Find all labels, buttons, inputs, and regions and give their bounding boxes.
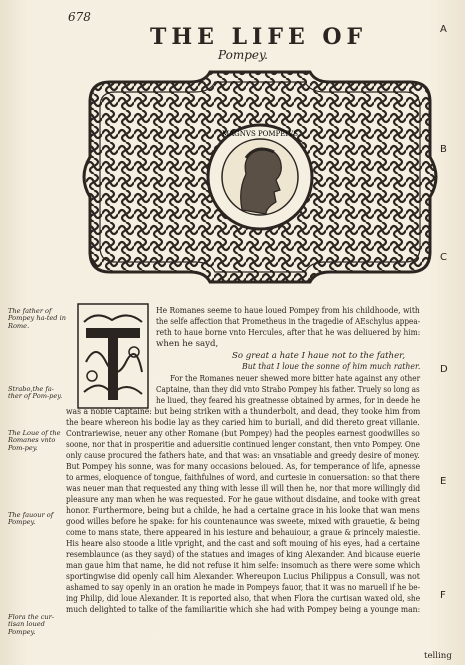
margin-note: The father of Pompey ha-ted in Rome. [8, 307, 66, 330]
body-line: soone, nor that in prosperitie and aduersitie continued lenger constant, then vnto Pompey. One [66, 440, 420, 450]
portrait-medallion [208, 125, 312, 229]
body-line: sportingwise did openly call him Alexander. Whereupon Lucius Philippus a Consull, was not [66, 572, 420, 582]
margin-note: Flora the cur-tisan loued Pompey. [8, 613, 55, 636]
verse-line: But that I loue the sonne of him much rather. [242, 362, 421, 372]
body-line: the beare whereon his bodie lay as they caried him to buriall, and did thereto great villanie. [66, 418, 420, 428]
side-mark-d: D [440, 364, 448, 375]
body-line: was neuer man that requested any thing with lesse ill will then he, nor that more willingly did [66, 484, 421, 494]
medallion-inscription: MAGNVS POMPEIVS [221, 130, 299, 138]
page-number: 678 [68, 10, 91, 24]
body-line: ashamed to say openly in an oration he made in Pompeys fauor, that it was no maruell if he be- [66, 583, 421, 593]
body-line: For the Romanes neuer shewed more bitter hate against any other [170, 374, 421, 384]
body-line: man gaue him that name, he did not refuse it him selfe: insomuch as there were some which [66, 561, 421, 571]
body-line: good willes before he spake: for his countenaunce was sweete, mixed with grauetie, & being [66, 517, 420, 527]
margin-note: The fauour of Pompey. [8, 511, 54, 527]
body-line: to armes, eloquence of tongue, faithfulnes of word, and curtesie in conuersation: so that there [66, 473, 420, 483]
body-line: was a noble Captaine: but being striken with a thunderbolt, and dead, they tooke him from [66, 407, 421, 417]
verse-line: So great a hate I haue not to the father, [232, 351, 406, 361]
page-title: THE LIFE OF [150, 24, 368, 50]
body-line: He Romanes seeme to haue loued Pompey from his childhoode, with [156, 306, 420, 316]
body-line: when he sayd, [156, 339, 219, 349]
body-line: ing Philip, did loue Alexander. It is reported also, that when Flora the curtisan waxed old, she [66, 594, 421, 604]
body-line: much delighted to talke of the familiaritie which she had with Pompey being a younge man: [66, 605, 421, 615]
margin-note: Strabo,the fa-ther of Pom-pey. [8, 385, 63, 401]
side-mark-a: A [440, 24, 447, 35]
body-line: Contrariewise, neuer any other Romane (but Pompey) had the peoples earnest goodwilles so [66, 429, 420, 439]
decorated-initial [76, 302, 150, 410]
catchword: telling [424, 651, 452, 661]
page-subtitle: Pompey. [218, 48, 268, 62]
body-line: pleasure any man when he was requested. For he gaue without disdaine, and tooke with great [66, 495, 421, 505]
body-line: But Pompey his sonne, was for many occasions beloued. As, for temperance of life, apnesse [66, 462, 421, 472]
body-line: honor. Furthermore, being but a childe, he had a certaine grace in his looke that wan mens [66, 506, 420, 516]
body-line: come to mans state, there appeared in his iesture and behauiour, a graue & princely maiestie. [66, 528, 421, 538]
body-line: reth to haue borne vnto Hercules, after that he was deliuered by him: [156, 328, 421, 338]
side-mark-e: E [440, 476, 447, 487]
body-line: resemblaunce (as they sayd) of the statues and images of king Alexander. And bicause euerie [66, 550, 421, 560]
margin-note: The Loue of the Romanes vnto Pom-pey. [8, 429, 61, 452]
body-line: Captaine, than they did vnto Strabo Pompey his father. Truely so long as [156, 385, 420, 395]
body-line: His heare also stoode a litle vpright, and the cast and soft mouing of his eyes, had a certaine [66, 539, 420, 549]
side-mark-c: C [440, 252, 447, 263]
side-mark-f: F [440, 590, 446, 601]
body-line: he liued, they feared his greatnesse obtained by armes, for in deede he [156, 396, 421, 406]
side-mark-b: B [440, 144, 447, 155]
body-line: the selfe affection that Prometheus in the tragedie of AEschylus appea- [156, 317, 421, 327]
body-line: only cause procured the fathers hate, and that was: an vnsatiable and greedy desire of money. [66, 451, 420, 461]
ornamental-headpiece [70, 62, 450, 292]
